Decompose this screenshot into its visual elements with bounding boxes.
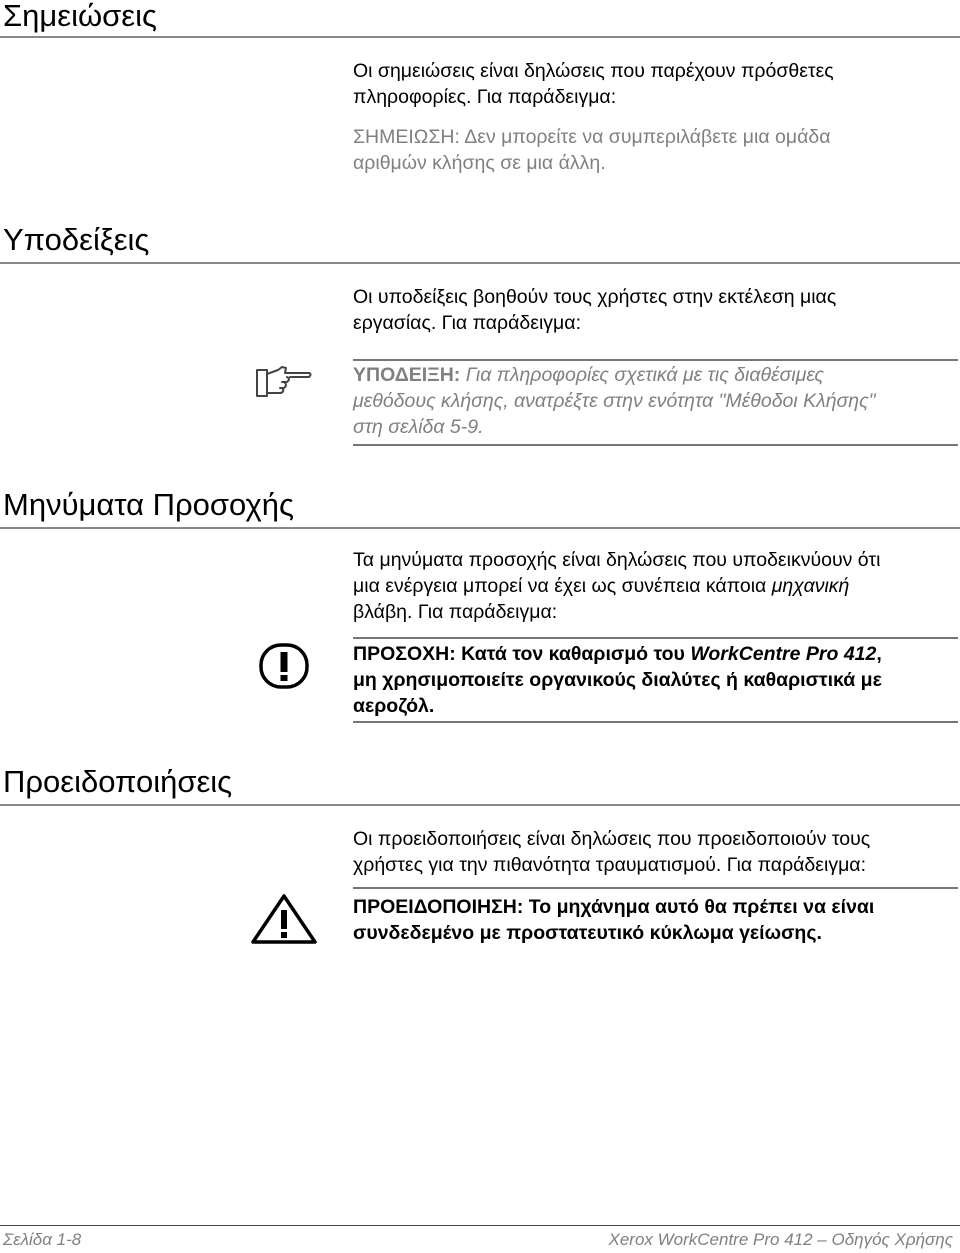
warnings-intro-line: χρήστες για την πιθανότητα τραυματισμού. Για παράδειγμα: bbox=[353, 854, 866, 876]
exclamation-circle-icon bbox=[258, 642, 310, 690]
hints-heading: Υποδείξεις bbox=[3, 222, 150, 257]
warnings-example bbox=[353, 894, 874, 946]
hints-intro bbox=[353, 284, 836, 336]
cautions-example-top-rule bbox=[353, 637, 958, 639]
warnings-heading-rule bbox=[0, 804, 960, 806]
hints-example-text: μεθόδους κλήσης, ανατρέξτε στην ενότητα "Μέθοδοι Κλήσης" bbox=[353, 390, 876, 412]
notes-example-label: ΣΗΜΕΙΩΣΗ: bbox=[353, 126, 460, 148]
cautions-intro-line: Τα μηνύματα προσοχής είναι δηλώσεις που υποδεικνύουν ότι bbox=[353, 549, 881, 571]
cautions-heading: Μηνύματα Προσοχής bbox=[3, 487, 294, 522]
cautions-intro-line: βλάβη. Για παράδειγμα: bbox=[353, 601, 558, 623]
hints-example-text: στη σελίδα 5-9. bbox=[353, 416, 484, 438]
notes-intro bbox=[353, 58, 834, 110]
warnings-heading: Προειδοποιήσεις bbox=[3, 764, 233, 799]
footer-rule bbox=[0, 1225, 960, 1226]
cautions-intro-italic: μηχανική bbox=[771, 575, 850, 597]
footer-page-number: Σελίδα 1-8 bbox=[3, 1230, 82, 1249]
cautions-example-bottom-rule bbox=[353, 721, 958, 723]
hints-example-bottom-rule bbox=[353, 444, 958, 446]
pointing-hand-icon bbox=[254, 362, 314, 402]
footer-document-title: Xerox WorkCentre Pro 412 – Οδηγός Χρήσης bbox=[608, 1230, 953, 1249]
cautions-intro-text: μια ενέργεια μπορεί να έχει ως συνέπεια κάποια bbox=[353, 575, 772, 597]
cautions-example-italic: WorkCentre Pro 412 bbox=[690, 643, 877, 665]
notes-intro-line: Οι σημειώσεις είναι δηλώσεις που παρέχουν πρόσθετες bbox=[353, 60, 834, 82]
hints-intro-line: εργασίας. Για παράδειγμα: bbox=[353, 312, 581, 334]
warnings-intro bbox=[353, 826, 870, 878]
hints-example-text: Για πληροφορίες σχετικά με τις διαθέσιμες bbox=[460, 364, 824, 386]
cautions-example-text: μη χρησιμοποιείτε οργανικούς διαλύτες ή καθαριστικά με bbox=[353, 669, 882, 691]
hints-example-label: ΥΠΟΔΕΙΞΗ: bbox=[353, 364, 461, 386]
warnings-example-text: ΠΡΟΕΙΔΟΠΟΙΗΣΗ: Το μηχάνημα αυτό θα πρέπει να είναι bbox=[353, 896, 875, 918]
hints-heading-rule bbox=[0, 262, 960, 264]
warning-triangle-icon bbox=[250, 892, 318, 946]
notes-intro-line: πληροφορίες. Για παράδειγμα: bbox=[353, 86, 617, 108]
cautions-example bbox=[353, 641, 882, 719]
cautions-intro bbox=[353, 547, 880, 625]
notes-example-text: Δεν μπορείτε να συμπεριλάβετε μια ομάδα bbox=[459, 126, 831, 148]
notes-example bbox=[353, 124, 831, 176]
hints-intro-line: Οι υποδείξεις βοηθούν τους χρήστες στην εκτέλεση μιας bbox=[353, 286, 837, 308]
cautions-example-text: ΠΡΟΣΟΧΗ: Κατά τον καθαρισμό του bbox=[353, 643, 691, 665]
hints-example-top-rule bbox=[353, 359, 958, 361]
hints-example bbox=[353, 362, 876, 440]
cautions-example-text: , bbox=[876, 643, 882, 665]
cautions-heading-rule bbox=[0, 527, 960, 529]
warnings-example-text: συνδεδεμένο με προστατευτικό κύκλωμα γείωσης. bbox=[353, 922, 822, 944]
warnings-example-top-rule bbox=[353, 887, 958, 889]
notes-heading-rule bbox=[0, 36, 960, 38]
notes-example-text: αριθμών κλήσης σε μια άλλη. bbox=[353, 152, 606, 174]
warnings-intro-line: Οι προειδοποιήσεις είναι δηλώσεις που προειδοποιούν τους bbox=[353, 828, 871, 850]
cautions-example-text: αεροζόλ. bbox=[353, 695, 435, 717]
notes-heading: Σημειώσεις bbox=[3, 0, 157, 33]
